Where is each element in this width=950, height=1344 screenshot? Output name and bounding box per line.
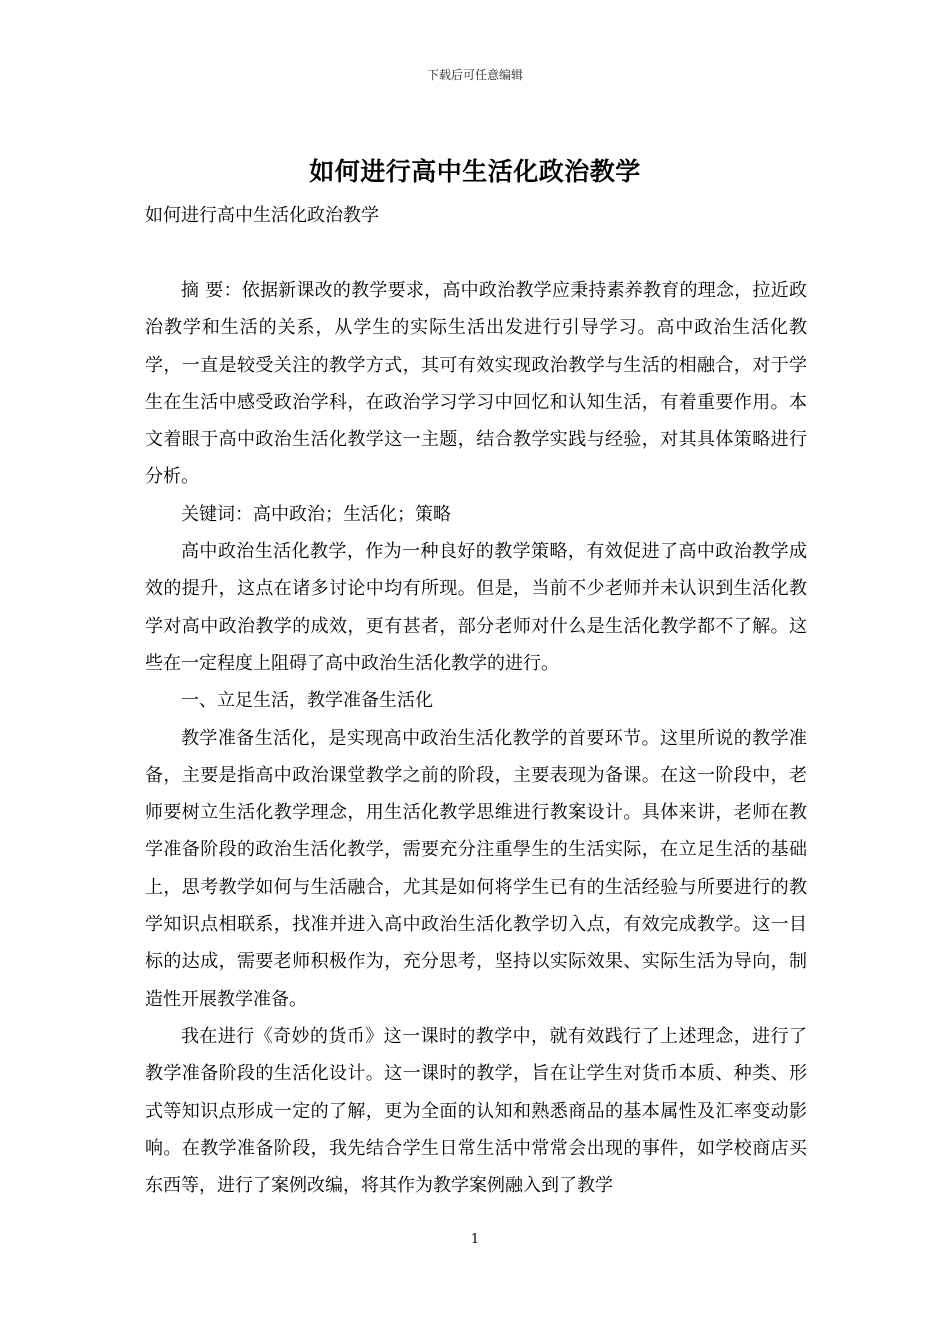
body-paragraph: 我在进行《奇妙的货币》这一课时的教学中，就有效践行了上述理念，进行了教学准备阶段的生活化设计。这一课时的教学，旨在让学生对货币本质、种类、形式等知识点形成一定的了解，更为全面的认知和熟悉商品的基本属性及汇率变动影响。在教学准备阶段，我先结合学生日常生活中常常会出现的事件，如学校商店买东西等，进行了案例改编，将其作为教学案例融入到了教学 xyxy=(145,1025,807,1197)
keywords-paragraph: 关键词：高中政治；生活化；策略 xyxy=(181,503,451,525)
document-body xyxy=(145,272,807,1204)
abstract-paragraph: 摘 要：依据新课改的教学要求，高中政治教学应秉持素养教育的理念，拉近政治教学和生活的关系，从学生的实际生活出发进行引导学习。高中政治生活化教学，一直是较受关注的教学方式，其可有效实现政治教学与生活的相融合，对于学生在生活中感受政治学科，在政治学习学习中回忆和认知生活，有着重要作用。本文着眼于高中政治生活化教学这一主题，结合教学实践与经验，对其具体策略进行分析。 xyxy=(145,280,807,488)
body-paragraph: 高中政治生活化教学，作为一种良好的教学策略，有效促进了高中政治教学成效的提升，这点在诸多讨论中均有所现。但是，当前不少老师并未认识到生活化教学对高中政治教学的成效，更有甚者，部分老师对什么是生活化教学都不了解。这些在一定程度上阻碍了高中政治生活化教学的进行。 xyxy=(145,541,807,674)
document-title: 如何进行高中生活化政治教学 xyxy=(309,157,641,186)
document-subtitle: 如何进行高中生活化政治教学 xyxy=(145,205,379,226)
page-number: 1 xyxy=(470,1232,480,1247)
body-paragraph: 教学准备生活化，是实现高中政治生活化教学的首要环节。这里所说的教学准备，主要是指高中政治课堂教学之前的阶段，主要表现为备课。在这一阶段中，老师要树立生活化教学理念，用生活化教学思维进行教案设计。具体来讲，老师在教学准备阶段的政治生活化教学，需要充分注重學生的生活实际，在立足生活的基础上，思考教学如何与生活融合，尤其是如何将学生已有的生活经验与所要进行的教学知识点相联系，找准并进入高中政治生活化教学切入点，有效完成教学。这一目标的达成，需要老师积极作为，充分思考，坚持以实际效果、实际生活为导向，制造性开展教学准备。 xyxy=(145,727,807,1010)
section-heading: 一、立足生活，教学准备生活化 xyxy=(181,690,433,712)
header-note: 下载后可任意编辑 xyxy=(426,68,523,82)
